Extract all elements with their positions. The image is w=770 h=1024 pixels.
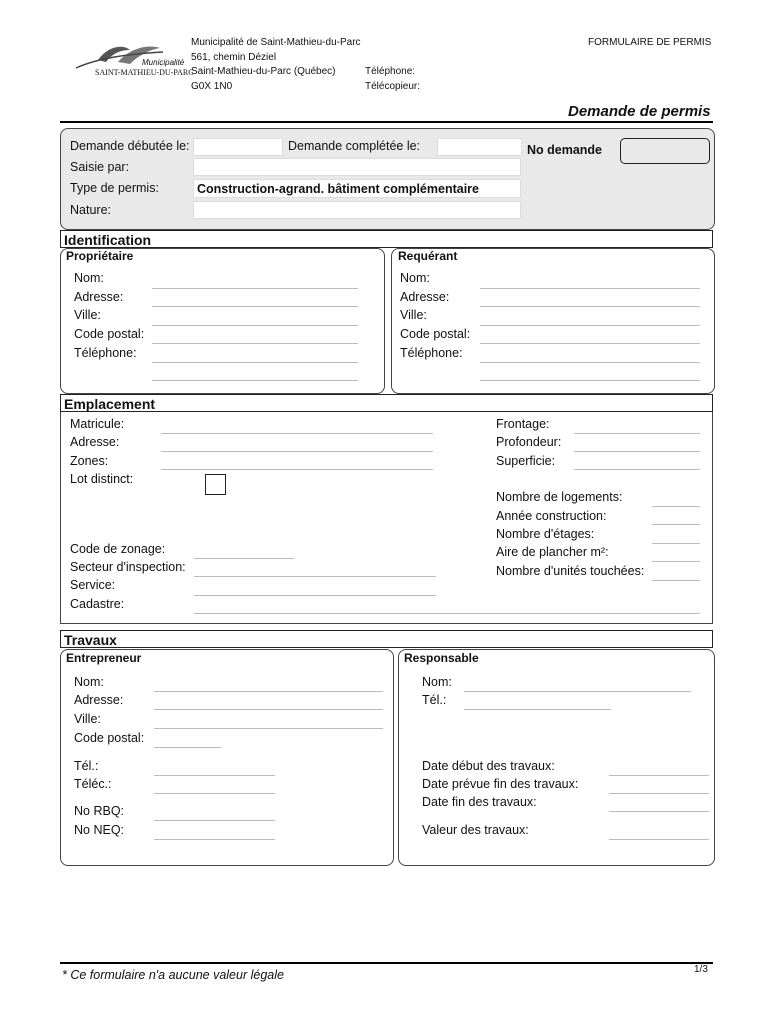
requerant-title: Requérant [398,249,458,263]
responsable-title: Responsable [404,651,479,665]
service-label: Service: [70,578,116,592]
prop-tel-label: Téléphone: [74,346,137,360]
page-title: Demande de permis [568,103,711,120]
matricule-line[interactable] [161,433,433,434]
address-line-2: 561, chemin Déziel [191,52,277,63]
resp-tel-label: Tél.: [422,693,447,707]
profondeur-line[interactable] [574,451,700,452]
secteur-inspection-line[interactable] [194,576,436,577]
superficie-label: Superficie: [496,454,556,468]
empl-adresse-line[interactable] [161,451,433,452]
cadastre-line[interactable] [194,613,700,614]
ent-ville-line[interactable] [154,728,383,729]
no-demande-label: No demande [527,143,603,157]
profondeur-label: Profondeur: [496,435,562,449]
nb-unites-line[interactable] [652,580,700,581]
prop-cp-line[interactable] [152,343,358,344]
address-line-1: Municipalité de Saint-Mathieu-du-Parc [191,37,361,48]
identification-header: Identification [60,230,713,248]
cadastre-label: Cadastre: [70,597,125,611]
ent-nom-line[interactable] [154,691,383,692]
nb-etages-label: Nombre d'étages: [496,527,595,541]
ent-ville-label: Ville: [74,712,101,726]
req-nom-line[interactable] [480,288,700,289]
no-demande-field[interactable] [620,138,710,164]
nb-logements-label: Nombre de logements: [496,490,623,504]
rbq-label: No RBQ: [74,804,125,818]
date-prevue-label: Date prévue fin des travaux: [422,777,579,791]
proprietaire-box [60,248,385,394]
emplacement-box [60,412,713,624]
address-line-3: Saint-Mathieu-du-Parc (Québec) [191,66,336,77]
req-tel2-line[interactable] [480,380,700,381]
entrepreneur-title: Entrepreneur [66,651,142,665]
zones-line[interactable] [161,469,433,470]
nature-field[interactable] [193,201,521,219]
date-debut-label: Date début des travaux: [422,759,555,773]
lot-distinct-checkbox[interactable] [205,474,226,495]
annee-construction-label: Année construction: [496,509,607,523]
prop-nom-line[interactable] [152,288,358,289]
ent-cp-label: Code postal: [74,731,145,745]
ent-cp-line[interactable] [154,747,221,748]
empl-adresse-label: Adresse: [70,435,120,449]
telecopieur-label: Télécopieur: [365,81,421,92]
prop-ville-line[interactable] [152,325,358,326]
neq-line[interactable] [154,839,275,840]
req-cp-line[interactable] [480,343,700,344]
ent-telec-label: Téléc.: [74,777,112,791]
date-fin-label: Date fin des travaux: [422,795,537,809]
aire-plancher-label: Aire de plancher m²: [496,545,609,559]
logo-text: SAINT-MATHIEU-DU-PARC [95,68,194,77]
form-label: FORMULAIRE DE PERMIS [588,37,712,48]
req-tel-line[interactable] [480,362,700,363]
zones-label: Zones: [70,454,109,468]
resp-nom-line[interactable] [464,691,691,692]
debut-date-field[interactable] [193,138,283,156]
footer-note: * Ce formulaire n'a aucune valeur légale [62,968,284,982]
prop-adresse-label: Adresse: [74,290,124,304]
code-zonage-line[interactable] [194,558,294,559]
address-line-4: G0X 1N0 [191,81,233,92]
req-tel-label: Téléphone: [400,346,463,360]
prop-nom-label: Nom: [74,271,104,285]
logo-sub-text: Municipalité [142,58,185,67]
aire-plancher-line[interactable] [652,561,700,562]
annee-construction-line[interactable] [652,524,700,525]
valeur-label: Valeur des travaux: [422,823,529,837]
requerant-box [391,248,715,394]
footer-rule [60,962,713,964]
nb-unites-label: Nombre d'unités touchées: [496,564,645,578]
prop-adresse-line[interactable] [152,306,358,307]
ent-adresse-line[interactable] [154,709,383,710]
page-number: 1/3 [694,964,708,975]
req-nom-label: Nom: [400,271,430,285]
req-adresse-line[interactable] [480,306,700,307]
req-ville-line[interactable] [480,325,700,326]
complete-label: Demande complétée le: [288,139,421,153]
nature-label: Nature: [70,203,111,217]
date-prevue-line[interactable] [609,793,709,794]
nb-etages-line[interactable] [652,543,700,544]
saisie-label: Saisie par: [70,160,130,174]
debut-label: Demande débutée le: [70,139,190,153]
prop-tel-line[interactable] [152,362,358,363]
ent-adresse-label: Adresse: [74,693,124,707]
date-fin-line[interactable] [609,811,709,812]
valeur-line[interactable] [609,839,709,840]
frontage-line[interactable] [574,433,700,434]
matricule-label: Matricule: [70,417,125,431]
lot-distinct-label: Lot distinct: [70,472,134,486]
service-line[interactable] [194,595,436,596]
travaux-header: Travaux [60,630,713,648]
type-label: Type de permis: [70,181,159,195]
type-value: Construction-agrand. bâtiment complémentaire [197,182,479,196]
date-debut-line[interactable] [609,775,709,776]
telephone-label: Téléphone: [365,66,416,77]
rbq-line[interactable] [154,820,275,821]
resp-tel-line[interactable] [464,709,611,710]
resp-nom-label: Nom: [422,675,452,689]
ent-nom-label: Nom: [74,675,104,689]
req-ville-label: Ville: [400,308,427,322]
frontage-label: Frontage: [496,417,550,431]
secteur-inspection-label: Secteur d'inspection: [70,560,186,574]
code-zonage-label: Code de zonage: [70,542,166,556]
superficie-line[interactable] [574,469,700,470]
nb-logements-line[interactable] [652,506,700,507]
saisie-field[interactable] [193,158,521,176]
prop-ville-label: Ville: [74,308,101,322]
neq-label: No NEQ: [74,823,125,837]
req-cp-label: Code postal: [400,327,471,341]
proprietaire-title: Propriétaire [66,249,134,263]
req-adresse-label: Adresse: [400,290,450,304]
complete-date-field[interactable] [437,138,522,156]
ent-tel-label: Tél.: [74,759,99,773]
ent-telec-line[interactable] [154,793,275,794]
prop-tel2-line[interactable] [152,380,358,381]
ent-tel-line[interactable] [154,775,275,776]
emplacement-header: Emplacement [60,394,713,412]
title-rule [60,121,713,123]
prop-cp-label: Code postal: [74,327,145,341]
